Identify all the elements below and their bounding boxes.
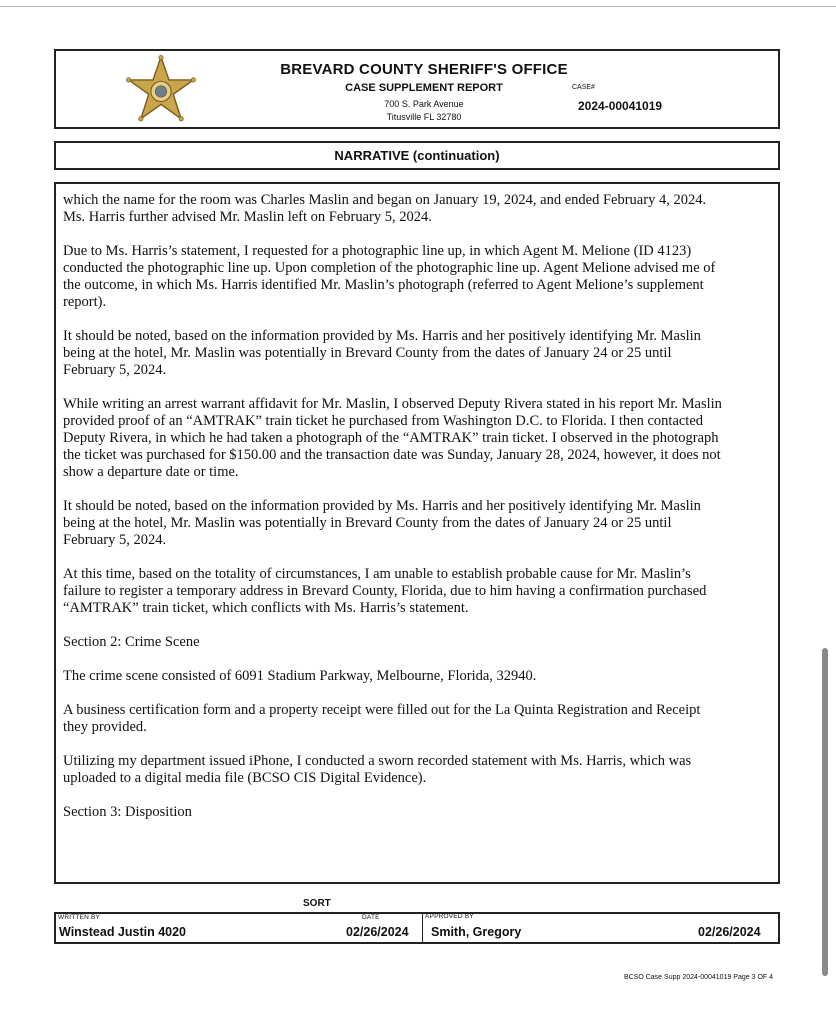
date-label: DATE bbox=[362, 914, 380, 921]
written-by-cell bbox=[56, 914, 346, 942]
signature-footer bbox=[54, 912, 780, 944]
approved-by-cell bbox=[423, 914, 778, 942]
section-heading: Section 2: Crime Scene bbox=[63, 634, 200, 650]
narrative-paragraph: Due to Ms. Harris’s statement, I requested for a photographic line up, in which Agent M. Melione (ID 4123) conducted the photographic line up. Upon completion of the photographic line up. Agent Melione advised me of the outcome, in which Ms. Harris identified Mr. Maslin’s photograph (referred to Agent Melione’s supplement report). bbox=[63, 243, 716, 310]
address-line-1: 700 S. Park Avenue bbox=[384, 99, 464, 109]
narrative-paragraph: A business certification form and a property receipt were filled out for the La Quinta Registration and Receipt they provided. bbox=[63, 702, 701, 735]
report-header bbox=[54, 49, 780, 129]
narrative-paragraph: It should be noted, based on the information provided by Ms. Harris and her positively identifying Mr. Maslin being at the hotel, Mr. Maslin was potentially in Brevard County from the dates of January 24 or 25 until February 5, 2024. bbox=[63, 498, 701, 548]
narrative-paragraph: which the name for the room was Charles Maslin and began on January 19, 2024, and ended February 4, 2024. Ms. Harris further advised Mr. Maslin left on February 5, 2024. bbox=[63, 192, 707, 225]
case-number: 2024-00041019 bbox=[578, 99, 663, 113]
agency-name: BREVARD COUNTY SHERIFF'S OFFICE bbox=[280, 61, 568, 78]
narrative-paragraph: Utilizing my department issued iPhone, I conducted a sworn recorded statement with Ms. Harris, which was uploaded to a digital media file (BCSO CIS Digital Evidence). bbox=[63, 753, 692, 786]
sort-label: SORT bbox=[303, 898, 331, 909]
narrative-paragraph: While writing an arrest warrant affidavit for Mr. Maslin, I observed Deputy Rivera stated in his report Mr. Maslin provided proof of an “AMTRAK” train ticket he purchased from Washington D.C. to Florida. I then contacted Deputy Rivera, in which he had taken a photograph of the “AMTRAK” train ticket. I observed in the photograph the ticket was purchased for $150.00 and the transaction date was Sunday, January 28, 2024, however, it does not show a departure date or time. bbox=[63, 396, 722, 480]
narrative-paragraph: At this time, based on the totality of circumstances, I am unable to establish probable cause for Mr. Maslin’s failure to register a temporary address in Brevard County, Florida, due to him having a confirmation purchased “AMTRAK” train ticket, which conflicts with Ms. Harris’s statement. bbox=[63, 566, 707, 616]
case-number-label: CASE# bbox=[572, 84, 595, 91]
section-heading: Section 3: Disposition bbox=[63, 804, 192, 820]
date-value: 02/26/2024 bbox=[346, 925, 409, 939]
date-cell bbox=[346, 914, 422, 942]
page-top-edge bbox=[0, 6, 836, 7]
narrative-paragraph: It should be noted, based on the information provided by Ms. Harris and her positively identifying Mr. Maslin being at the hotel, Mr. Maslin was potentially in Brevard County from the dates of January 24 or 25 until February 5, 2024. bbox=[63, 328, 701, 378]
approved-date-value: 02/26/2024 bbox=[698, 925, 761, 939]
written-by-value: Winstead Justin 4020 bbox=[59, 925, 187, 939]
narrative-body bbox=[54, 182, 780, 884]
report-title: CASE SUPPLEMENT REPORT bbox=[345, 82, 503, 94]
written-by-label: WRITTEN BY bbox=[58, 914, 101, 921]
address-line-2: Titusville FL 32780 bbox=[386, 112, 462, 122]
vertical-scrollbar[interactable] bbox=[822, 648, 828, 976]
approved-by-label: APPROVED BY bbox=[425, 913, 474, 920]
section-title: NARRATIVE (continuation) bbox=[54, 141, 780, 170]
page-number-footer: BCSO Case Supp 2024-00041019 Page 3 OF 4 bbox=[623, 974, 773, 981]
approved-by-value: Smith, Gregory bbox=[431, 925, 522, 939]
narrative-paragraph: The crime scene consisted of 6091 Stadium Parkway, Melbourne, Florida, 32940. bbox=[63, 668, 537, 684]
